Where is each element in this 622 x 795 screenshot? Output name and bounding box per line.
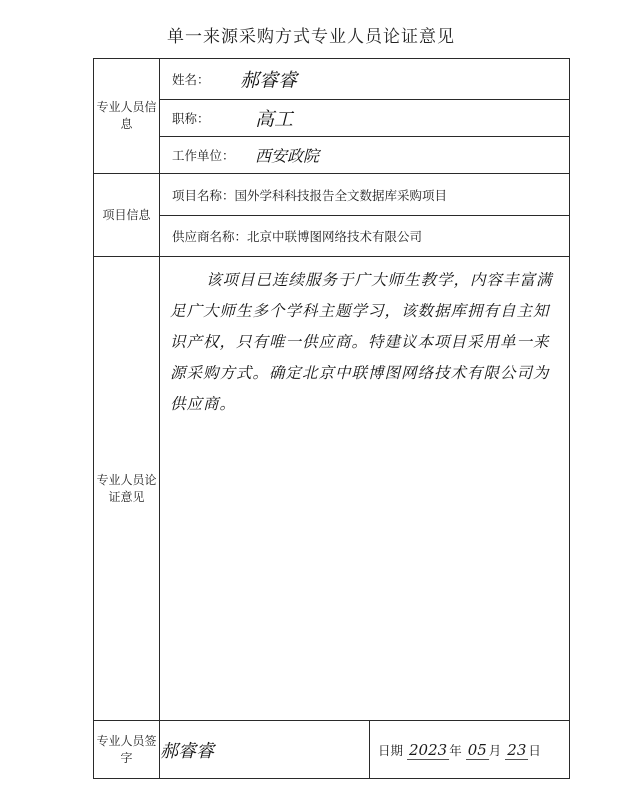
year-unit: 年	[449, 742, 462, 758]
opinion-handwritten-text: 该项目已连续服务于广大师生教学，内容丰富满足广大师生多个学科主题学习，该数据库拥有自主知识产权，只有唯一供应商。特建议本项目采用单一来源采购方式。确定北京中联博图网络技术有限公司为供应商。	[170, 271, 553, 413]
title-handwritten: 高工	[255, 108, 294, 131]
name-label: 姓名：	[172, 72, 210, 87]
project-label: 项目名称：	[172, 187, 235, 203]
month-unit: 月	[488, 742, 502, 758]
date-month: 05	[467, 740, 487, 759]
name-row	[160, 59, 570, 100]
workplace-handwritten: 西安政院	[255, 146, 320, 166]
supplier-value: 北京中联博图网络技术有限公司	[247, 229, 423, 244]
day-unit: 日	[528, 742, 541, 758]
workplace-row	[160, 137, 570, 174]
signature-label: 专业人员签字	[94, 721, 160, 779]
date-year: 2023	[409, 740, 448, 759]
opinion-label: 专业人员论证意见	[94, 257, 160, 721]
title-row	[160, 100, 570, 137]
expert-info-label: 专业人员信息	[94, 59, 160, 174]
project-info-label: 项目信息	[94, 174, 160, 257]
supplier-row	[160, 216, 570, 257]
opinion-cell	[160, 257, 570, 721]
signature-handwritten: 郝睿睿	[160, 721, 370, 779]
opinion-form	[93, 58, 570, 779]
date-label: 日期	[378, 742, 404, 758]
name-handwritten: 郝睿睿	[240, 69, 298, 92]
document-title: 单一来源采购方式专业人员论证意见	[167, 27, 455, 47]
workplace-label: 工作单位：	[172, 148, 235, 163]
project-value: 国外学科科技报告全文数据库采购项目	[234, 187, 448, 203]
project-text	[172, 186, 447, 204]
project-row	[160, 174, 570, 216]
date-day: 23	[507, 740, 527, 759]
supplier-text	[172, 227, 422, 245]
date-cell	[370, 721, 570, 779]
title-label: 职称：	[172, 111, 210, 126]
supplier-label: 供应商名称：	[172, 229, 248, 244]
